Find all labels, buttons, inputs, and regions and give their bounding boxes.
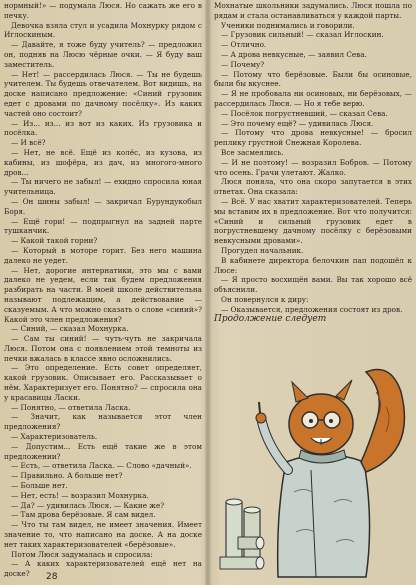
page-number: 28 <box>46 572 58 582</box>
left-column-paragraph: Потом Люся задумалась и спросила: <box>11 549 153 559</box>
left-column-paragraph: — Значит, как называется этот член предложения? <box>4 412 202 432</box>
right-column-paragraph: — Всё. У нас хватит характеризователей. Теперь мы вставим их в предложение. Вот что получится: «Синий и сильный грузовик едет в погрустневшему дачному посёлку с берёзовыми невкусными дровами». <box>214 196 412 246</box>
left-column-paragraph: — И всё? <box>11 138 46 148</box>
right-column-paragraph: — И не поэтому! — возразил Бобров. — Потому что осень. Грачи улетают. Жалко. <box>214 157 412 177</box>
left-column-paragraph: — Сам ты синий! — чуть-чуть не закричала Люся. Потом она с появлением этой темноты из печки вжалась в классе явно осложнились. <box>4 334 202 363</box>
right-column-paragraph: — А дрова невкусные, — заявил Сева. <box>221 49 367 59</box>
left-column-paragraph: — Синий, — сказал Мохнурка. <box>11 324 129 334</box>
left-column-paragraph: — Который в моторе горит. Без него машина далеко не уедет. <box>4 245 202 265</box>
right-column-paragraph: Все засмеялись. <box>221 147 284 157</box>
left-column-paragraph: — Что ты там видел, не имеет значения. Имеет значение то, что написано на доске. А на доске нет таких характеризователей «берёзовые». <box>4 520 202 549</box>
left-column-paragraph: — Допустим... Есть ещё такие же в этом предложении? <box>4 441 202 461</box>
right-column-paragraph: Ученики поднимались и говорили. <box>221 20 355 30</box>
left-column-paragraph: — Больше нет. <box>11 481 68 491</box>
right-column-paragraph: Он повернулся к диру: <box>221 294 309 304</box>
continuation-note: Продолжение следует <box>214 313 327 324</box>
left-column-paragraph: — Понятно, — ответила Ласка. <box>11 402 131 412</box>
left-column-paragraph: — Нет! — рассердилась Люся. — Ты не будешь учителем. Ты будешь отвечателем. Вот видишь, на доске написано предложение: «Синий грузовик едет с дровами по дачному посёлку». Из каких частей оно состоит? <box>4 69 202 118</box>
right-column-paragraph: — Это почему ещё? — удивилась Люся. <box>221 118 374 128</box>
left-column-paragraph: Девочка взяла стул и усадила Мохнурку рядом с Иглоскиным. <box>4 20 202 40</box>
left-text-column <box>4 1 202 579</box>
right-column-paragraph: — Оказывается, предложения состоят из дров. <box>221 304 403 314</box>
right-column-paragraph: — Отлично. <box>221 40 267 50</box>
left-column-paragraph: — Давайте, я тоже буду учитель? — предложил он, подняв на Люсю чёрные очки. — Я буду ваш заместитель. <box>4 40 202 69</box>
right-column-paragraph: — Почему? <box>221 59 265 69</box>
right-column-paragraph: — Я не пробовала ни осиновых, ни берёзовых, — рассердилась Люся. — Но я тебе верю. <box>214 89 412 108</box>
left-column-paragraph: — Это определение. Есть совет определяет, какой грузовик. Описывает его. Рассказывает о нём. Характеризует его. Понятно? — спросила она у красавицы Ласки. <box>4 363 202 402</box>
left-column-paragraph: — Ты ничего не забыл! — ехидно спросила юная учительница. <box>4 177 202 197</box>
right-column-paragraph: — Потому что дрова невкусные! — бросил реплику грустной Снежная Королева. <box>214 128 412 148</box>
left-column-paragraph: — Там дрова берёзовые. Я сам видел. <box>11 510 156 520</box>
left-column-paragraph: — Нет, дорогие интернатики, это мы с вами далеко не уедем, если так будем предложения разбирать на части. В моей школе действительна называют подлежащим, а действование — сказуемым. А что можно сказать о слове «синий»? Какой это член предложения? <box>4 265 202 324</box>
squirrel-teacher-illustration <box>216 352 416 585</box>
left-column-paragraph: — Нет, не всё. Ещё из колёс, из кузова, из кабины, из шофёра, из дач, из многого-много дров... <box>4 147 202 177</box>
left-column-paragraph: — Есть, — ответила Ласка. — Слово «дачный». <box>11 461 192 471</box>
left-column-paragraph: — Какой такой горни? <box>11 236 98 246</box>
left-column-paragraph: — Правильно. А больше нет? <box>11 471 123 481</box>
right-column-paragraph: — Посёлок погрустневший, — сказал Сева. <box>221 108 388 118</box>
left-column-paragraph: нормный!» — подумала Люся. Но сажать же его в печку. <box>4 1 202 20</box>
left-column-paragraph: — Да? — удивилась Люся. — Какие же? <box>11 500 165 510</box>
left-column-paragraph: — А каких характеризователей ещё нет на доске? <box>4 559 202 579</box>
right-column-paragraph: — Грузовик сильный! — сказал Иглоскин. <box>221 30 384 40</box>
right-column-paragraph: Люся поняла, что она скоро запутается в этих ответах. Она сказала: <box>214 177 412 197</box>
right-column-paragraph: — Я просто восхищён вами. Вы так хорошо всё объяснили. <box>214 275 412 295</box>
page-gutter <box>205 0 211 585</box>
left-column-paragraph: — Из... из... из вот из каких. Из грузовика и посёлка. <box>4 118 202 138</box>
left-column-paragraph: — Ещё гори! — подпрыгнул на задней парте тушканчик. <box>4 216 202 236</box>
firewood-logs-icon <box>220 499 264 569</box>
right-column-paragraph: Мохнатые школьники задумались. Люся пошла по рядам и стала останавливаться у каждой парты. <box>214 1 412 20</box>
right-column-paragraph: — Потому что берёзовые. Были бы осиновые, были бы вкуснее. <box>214 69 412 89</box>
left-column-paragraph: — Нет, есть! — возразил Мохнурка. <box>11 490 149 500</box>
left-column-paragraph: — Характеризователь. <box>11 432 98 442</box>
right-text-column <box>214 1 412 324</box>
right-column-paragraph: В кабинете директора белочкин пап подошёл к Люсе: <box>214 255 412 275</box>
left-column-paragraph: — Он шины забыл! — закричал Бурундукобыл Боря. <box>4 196 202 216</box>
right-column-paragraph: Прогудел начальник. <box>221 245 304 255</box>
